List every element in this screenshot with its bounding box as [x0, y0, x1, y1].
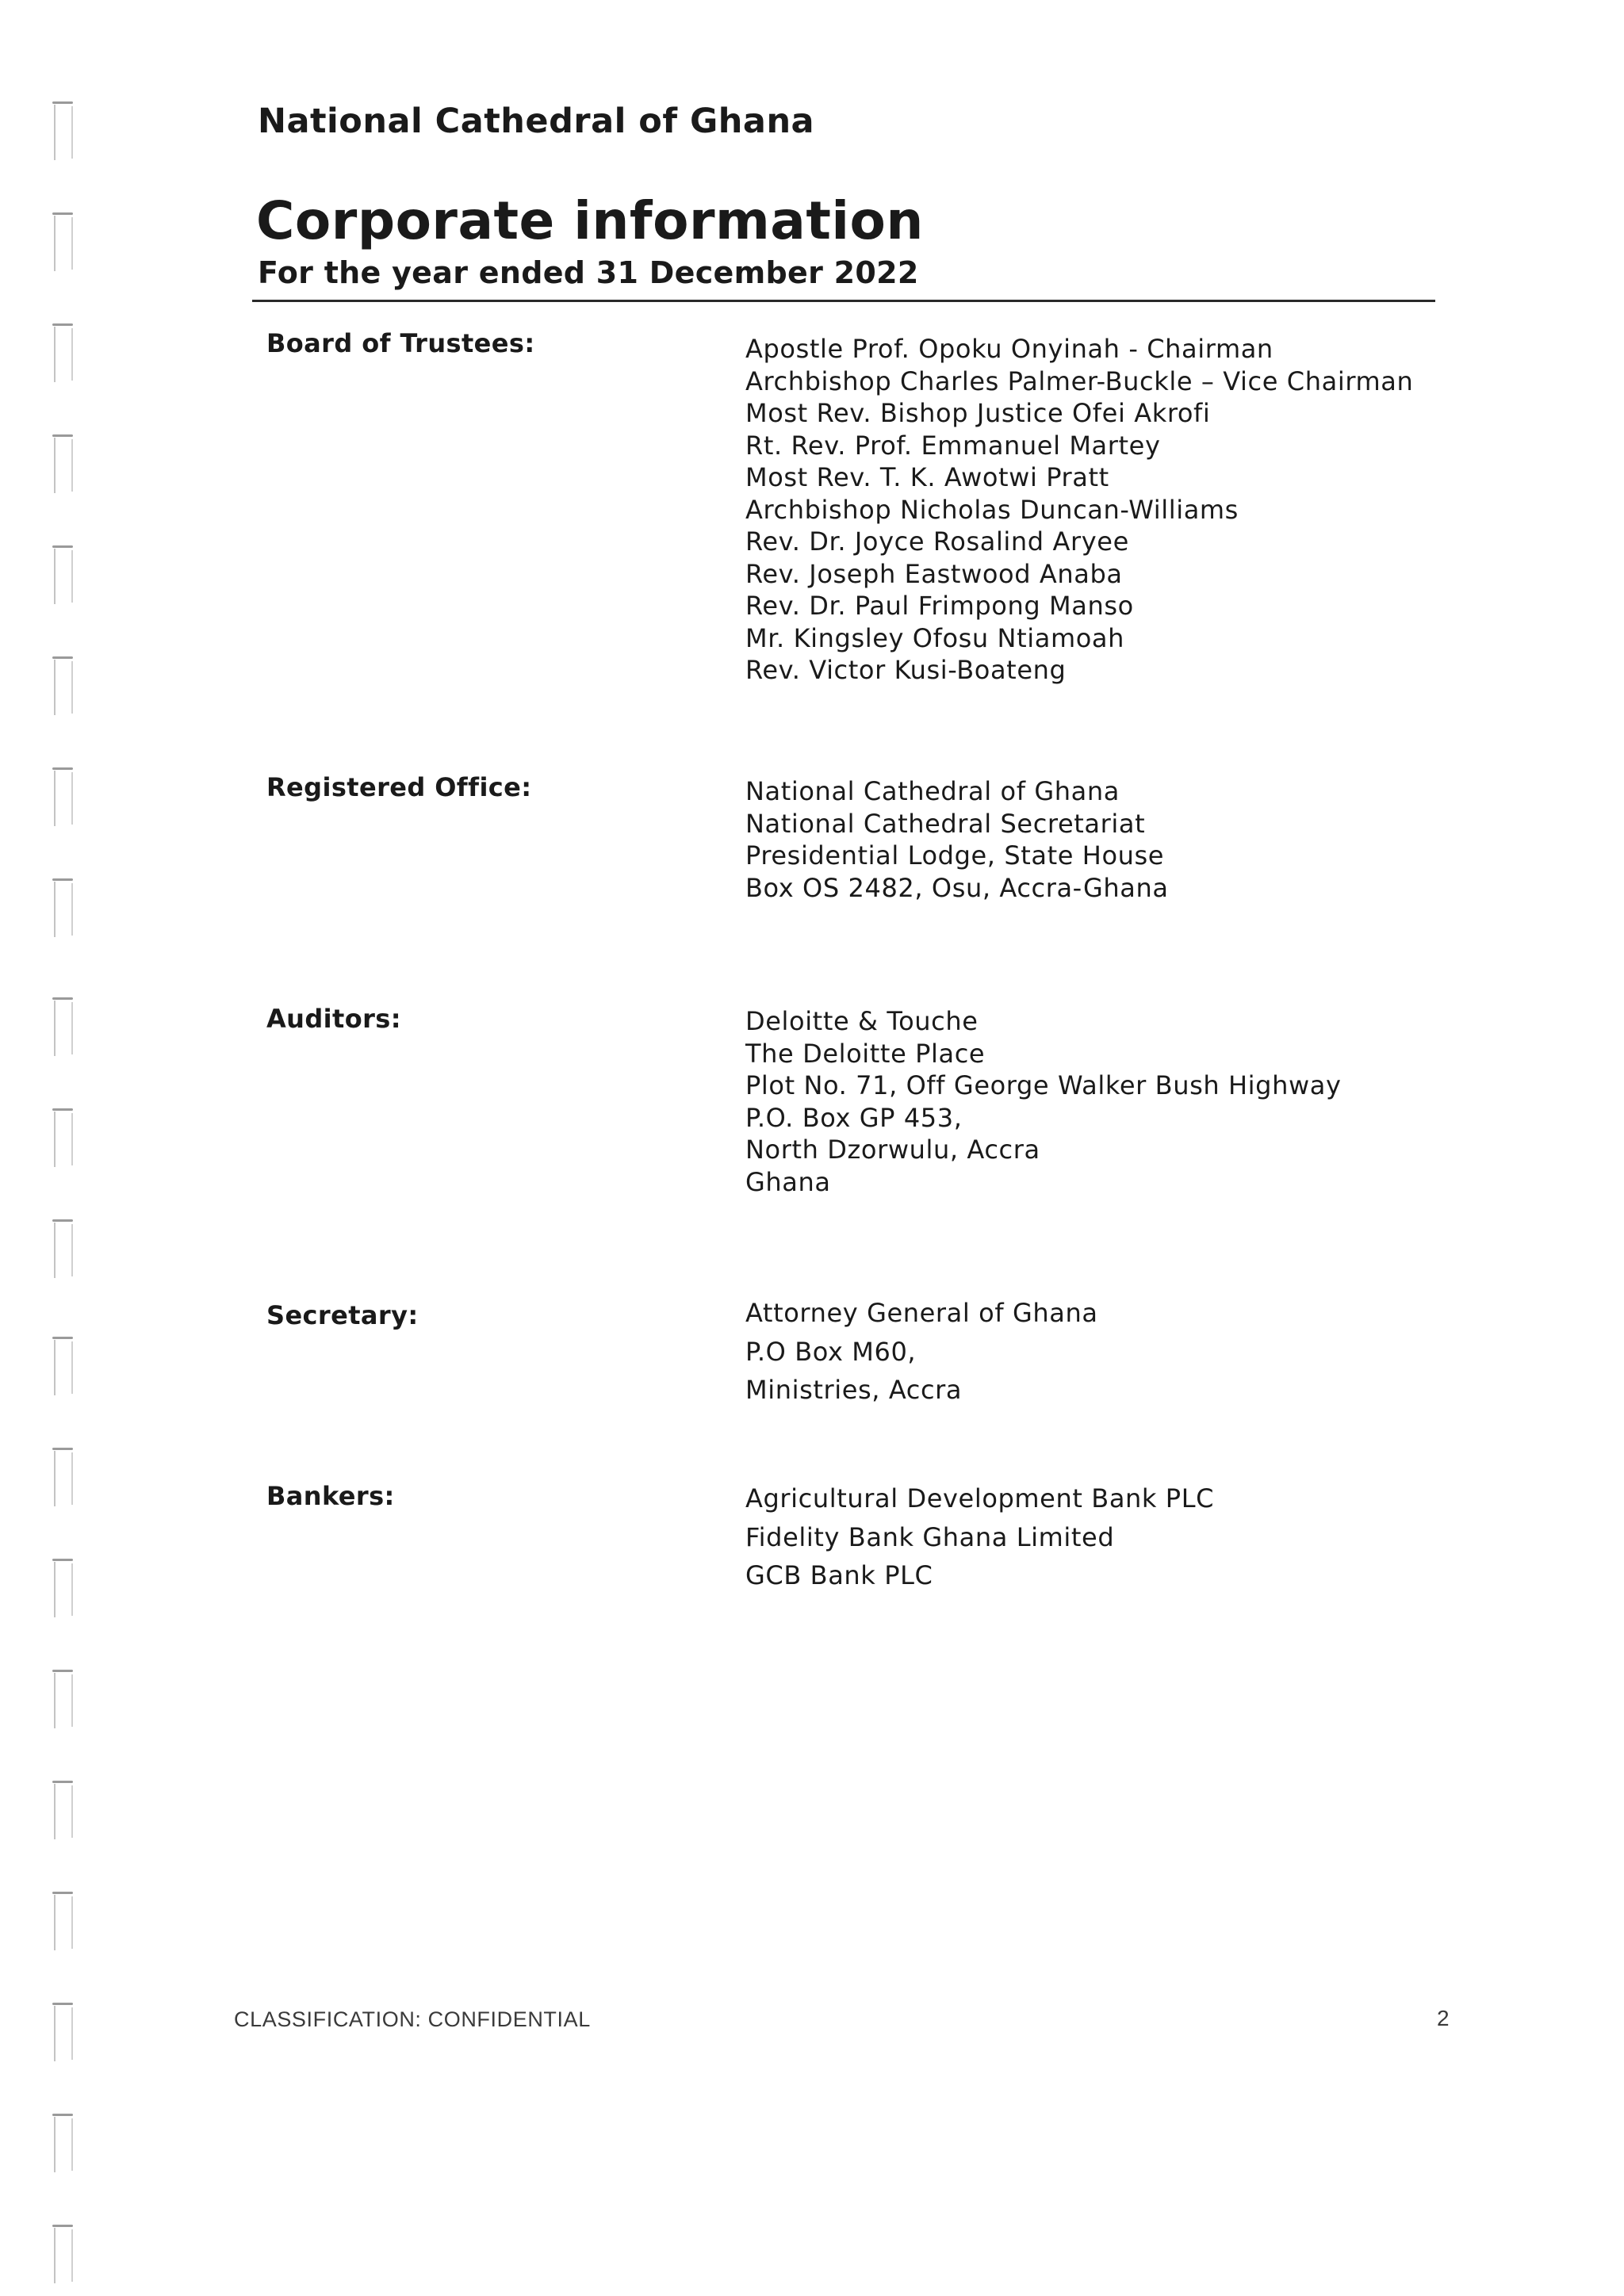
page-number: 2	[1437, 2006, 1450, 2030]
address-line: P.O Box M60,	[745, 1336, 917, 1367]
trustee-name: Mr. Kingsley Ofosu Ntiamoah	[745, 622, 1124, 653]
trustee-name: Archbishop Charles Palmer-Buckle – Vice Chairman	[745, 365, 1414, 396]
classification-label: CLASSIFICATION: CONFIDENTIAL	[234, 2007, 591, 2031]
binding-hole-mark	[52, 545, 73, 607]
trustee-name: Apostle Prof. Opoku Onyinah - Chairman	[745, 334, 1274, 364]
trustee-name: Most Rev. T. K. Awotwi Pratt	[745, 462, 1109, 492]
organization-name: National Cathedral of Ghana	[258, 101, 815, 141]
binding-hole-mark	[52, 1781, 73, 1843]
title-divider	[252, 300, 1435, 302]
address-line: Attorney General of Ghana	[745, 1298, 1098, 1328]
secretary-label: Secretary:	[266, 1300, 419, 1330]
binding-hole-mark	[52, 1559, 73, 1621]
binding-hole-mark	[52, 212, 73, 274]
address-line: The Deloitte Place	[745, 1038, 986, 1069]
binding-hole-mark	[52, 1108, 73, 1170]
bank-name: Agricultural Development Bank PLC	[745, 1483, 1215, 1513]
binding-hole-mark	[52, 1448, 73, 1510]
trustee-name: Most Rev. Bishop Justice Ofei Akrofi	[745, 398, 1211, 428]
binding-hole-mark	[52, 323, 73, 385]
trustees-list	[745, 333, 1413, 687]
binding-hole-mark	[52, 878, 73, 940]
registered-office-label: Registered Office:	[266, 772, 532, 802]
address-line: Ghana	[745, 1166, 831, 1197]
bank-name: Fidelity Bank Ghana Limited	[745, 1521, 1115, 1552]
trustee-name: Archbishop Nicholas Duncan-Williams	[745, 494, 1239, 525]
address-line: North Dzorwulu, Accra	[745, 1135, 1040, 1165]
binding-hole-mark	[52, 997, 73, 1059]
bank-name: GCB Bank PLC	[745, 1560, 933, 1590]
binding-hole-mark	[52, 101, 73, 163]
bankers-label: Bankers:	[266, 1481, 395, 1511]
binding-hole-mark	[52, 656, 73, 718]
binding-hole-mark	[52, 767, 73, 829]
binding-marks	[48, 0, 79, 2296]
trustee-name: Rev. Dr. Paul Frimpong Manso	[745, 591, 1134, 621]
address-line: Presidential Lodge, State House	[745, 840, 1165, 871]
binding-hole-mark	[52, 434, 73, 496]
address-line: Box OS 2482, Osu, Accra-Ghana	[745, 872, 1169, 903]
trustee-name: Rev. Joseph Eastwood Anaba	[745, 558, 1123, 589]
registered-office-address	[745, 775, 1169, 904]
address-line: National Cathedral of Ghana	[745, 776, 1120, 806]
address-line: P.O. Box GP 453,	[745, 1102, 963, 1133]
address-line: Deloitte & Touche	[745, 1006, 979, 1036]
trustees-label: Board of Trustees:	[266, 328, 535, 358]
address-line: Plot No. 71, Off George Walker Bush Highway	[745, 1070, 1342, 1100]
page-title: Corporate information	[256, 190, 924, 251]
page-subtitle: For the year ended 31 December 2022	[258, 255, 919, 290]
trustee-name: Rt. Rev. Prof. Emmanuel Martey	[745, 430, 1161, 461]
trustee-name: Rev. Victor Kusi-Boateng	[745, 655, 1067, 685]
address-line: Ministries, Accra	[745, 1375, 963, 1405]
binding-hole-mark	[52, 2225, 73, 2286]
address-line: National Cathedral Secretariat	[745, 808, 1146, 839]
bankers-list	[745, 1479, 1214, 1595]
binding-hole-mark	[52, 1892, 73, 1954]
secretary-address	[745, 1294, 1098, 1410]
binding-hole-mark	[52, 1337, 73, 1399]
auditors-address	[745, 1005, 1342, 1198]
trustee-name: Rev. Dr. Joyce Rosalind Aryee	[745, 526, 1129, 557]
auditors-label: Auditors:	[266, 1004, 401, 1034]
binding-hole-mark	[52, 2003, 73, 2064]
binding-hole-mark	[52, 1219, 73, 1281]
binding-hole-mark	[52, 2114, 73, 2175]
binding-hole-mark	[52, 1670, 73, 1732]
